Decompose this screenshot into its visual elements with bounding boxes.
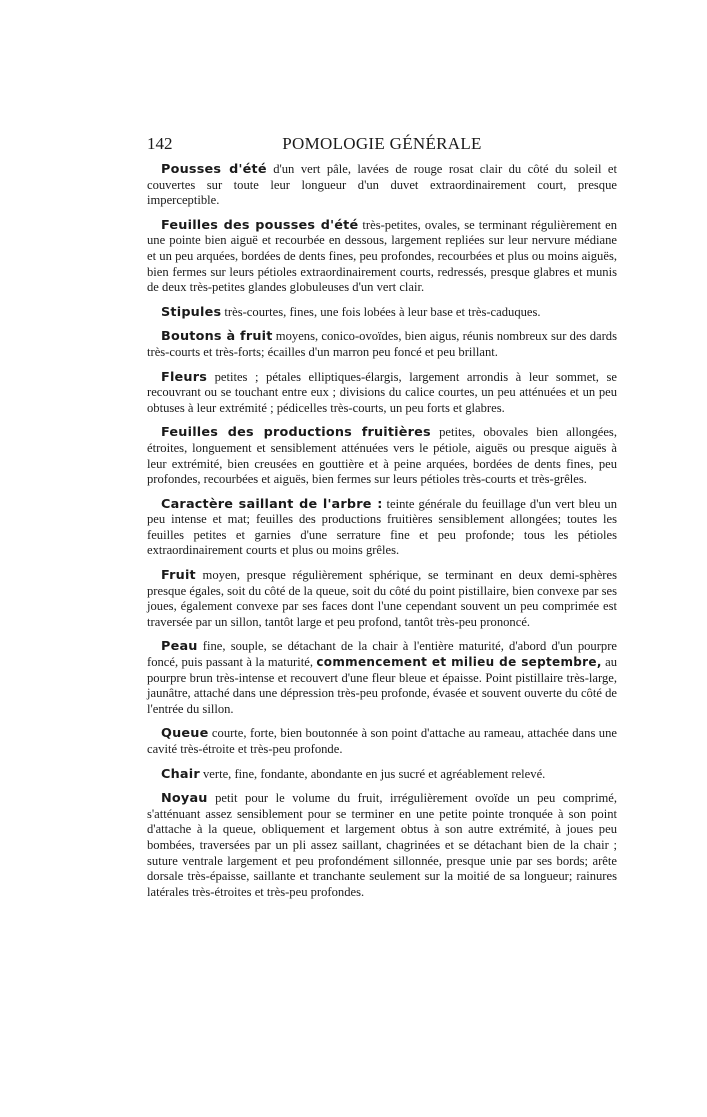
book-page <box>147 134 617 909</box>
paragraph-text: fine, souple, se détachant de la chair à l'entière maturité, d'abord d'un pourpre foncé, puis passant à la maturité, <box>147 639 617 670</box>
paragraph-caractere-saillant <box>147 497 617 559</box>
paragraph-text: courte, forte, bien boutonnée à son point d'attache au rameau, attachée dans une cavité très-étroite et très-peu profonde. <box>147 726 617 756</box>
paragraph-text: très-petites, ovales, se terminant régulièrement en une pointe bien aiguë et recourbée en dessous, largement repliées sur leur nervure médiane et un peu arquées, bordées de dents fines, peu profondes, recourbées et plus ou moins aiguës, bien fermes sur leurs pétioles extraordinairement courts, redressés, presque glabres et munis de deux très-petites glandes globuleuses d'un vert clair. <box>147 217 617 295</box>
paragraph-fleurs <box>147 370 617 417</box>
paragraph-text: petit pour le volume du fruit, irrégulièrement ovoïde un peu comprimé, s'atténuant assez sensiblement pour se terminer en une petite pointe tronquée à son point d'attache à la queue, obliquement et largement obtus à son autre extrémité, à joues peu bombées, traversées par un pli assez saillant, chagrinées et se détachant bien de la chair ; suture ventrale largement et peu profondément sillonnée, presque unie par ses bords; arête dorsale très-épaisse, saillante et tranchante seulement sur la moitié de sa longueur; rainures latérales très-étroites et très-peu profondes. <box>147 791 617 899</box>
term-heading: Queue <box>161 726 209 742</box>
paragraph-text: d'un vert pâle, lavées de rouge rosat clair du côté du soleil et couvertes sur toute leur longueur d'un duvet extraordinairement court, presque imperceptible. <box>147 162 617 208</box>
paragraph-boutons-fruit <box>147 329 617 360</box>
term-heading: Feuilles des productions fruitières <box>161 425 431 441</box>
page-header <box>147 134 617 156</box>
paragraph-stipules <box>147 305 617 321</box>
paragraph-text: verte, fine, fondante, abondante en jus sucré et agréablement relevé. <box>199 766 546 781</box>
page-number: 142 <box>147 134 173 153</box>
paragraph-text: petites, obovales bien allongées, étroites, longuement et sensiblement atténuées vers le pétiole, aiguës ou presque aiguës à leur extrémité, bien creusées en gouttière et à peine arquées, bordées de dents fines, peu profondes, recourbées et aiguës, bien fermes sur leurs pétioles très-courts et très-grêles. <box>147 425 617 487</box>
paragraph-text: teinte générale du feuillage d'un vert bleu un peu intense et mat; feuilles des productions fruitières sensiblement allongées; toutes les feuilles petites et garnies d'une serrature fine et peu profonde; tous les pétioles extraordinairement courts et plus ou moins grêles. <box>147 496 618 558</box>
term-heading: Chair <box>161 766 200 782</box>
paragraph-text: moyen, presque régulièrement sphérique, se terminant en deux demi-sphères presque égales, soit du côté de la queue, soit du côté du point pistillaire, bien convexe par ses joues, également convexe par ses faces dont l'une cependant souvent un peu comprimée est traversée par un sillon, tantôt large et peu profond, tantôt très-peu prononcé. <box>147 568 617 629</box>
paragraph-text: petites ; pétales elliptiques-élargis, largement arrondis à leur sommet, se recouvrant ou se touchant entre eux ; divisions du calice courtes, un peu atténuées et un peu obtuses à leur extrémité ; pédicelles très-courts, un peu forts et glabres. <box>147 369 617 415</box>
term-heading: Fleurs <box>161 369 208 385</box>
paragraph-chair <box>147 767 617 783</box>
running-title: POMOLOGIE GÉNÉRALE <box>282 134 482 153</box>
term-heading: Caractère saillant de l'arbre : <box>161 496 383 512</box>
term-heading: Fruit <box>161 568 196 584</box>
paragraph-text: très-courtes, fines, une fois lobées à leur base et très-caduques. <box>221 304 541 319</box>
term-heading: Boutons à fruit <box>161 329 273 345</box>
paragraph-queue <box>147 726 617 757</box>
term-heading: Noyau <box>161 791 208 807</box>
emphasized-date: commencement et milieu de septembre, <box>316 655 602 670</box>
term-heading: Pousses d'été <box>161 162 267 177</box>
term-heading: Stipules <box>161 304 222 320</box>
paragraph-pousses-ete <box>147 162 617 209</box>
term-heading: Feuilles des pousses d'été <box>161 217 359 233</box>
paragraph-text: au pourpre brun très-intense et recouvert d'une fleur bleue et épaisse. Point pistillaire très-large, jaunâtre, attaché dans une dépression très-peu profonde, évasée et souvent ouverte du côté de l'entrée du sillon. <box>147 655 617 716</box>
paragraph-feuilles-pousses <box>147 218 617 296</box>
term-heading: Peau <box>161 639 198 655</box>
paragraph-noyau <box>147 791 617 900</box>
paragraph-peau <box>147 639 617 717</box>
paragraph-feuilles-productions <box>147 425 617 487</box>
paragraph-fruit <box>147 568 617 630</box>
paragraph-text: moyens, conico-ovoïdes, bien aigus, réunis nombreux sur des dards très-courts et très-forts; écailles d'un marron peu foncé et peu brillant. <box>147 329 617 359</box>
